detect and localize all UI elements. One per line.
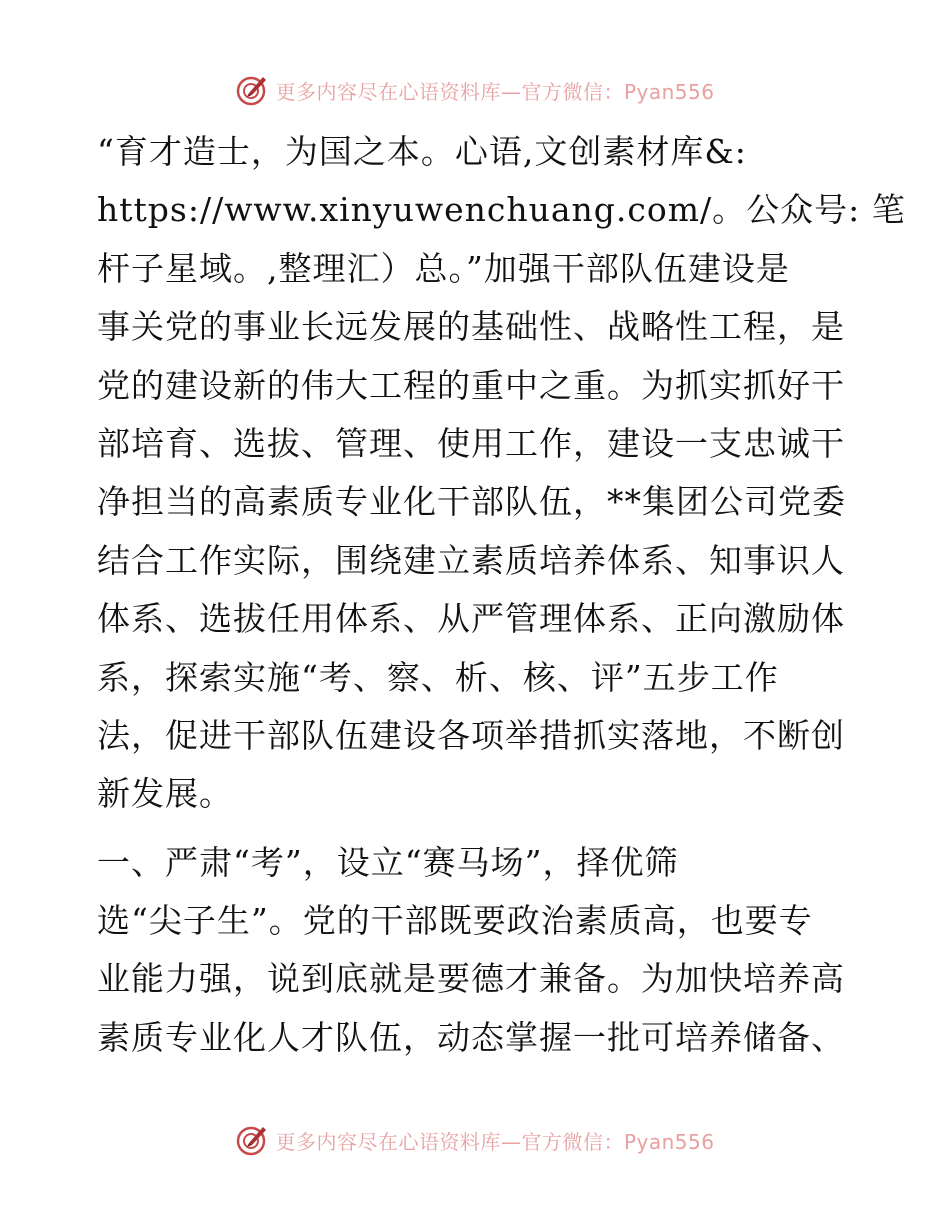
text-line: 杆子星域。,整理汇）总。”加强干部队伍建设是 <box>97 248 790 288</box>
text-line: 素质专业化人才队伍，动态掌握一批可培养储备、 <box>97 1017 845 1057</box>
text-line: 事关党的事业长远发展的基础性、战略性工程，是 <box>97 307 845 347</box>
text-line: 党的建设新的伟大工程的重中之重。为抓实抓好干 <box>97 365 845 405</box>
text-line: 净担当的高素质专业化干部队伍，**集团公司党委 <box>97 482 846 522</box>
text-line: 系，探索实施“考、察、析、核、评”五步工作 <box>97 657 779 697</box>
text-line: 选“尖子生”。党的干部既要政治素质高，也要专 <box>97 901 813 941</box>
text-line: 结合工作实际，围绕建立素质培养体系、知事识人 <box>97 540 845 580</box>
text-line: 业能力强，说到底就是要德才兼备。为加快培养高 <box>97 959 845 999</box>
document-body <box>97 123 906 1067</box>
paragraph-section-one <box>97 834 857 1068</box>
section-heading-line: 一、严肃“考”，设立“赛马场”，择优筛 <box>97 842 679 882</box>
text-line: 体系、选拔任用体系、从严管理体系、正向激励体 <box>97 599 845 639</box>
text-line: 法，促进干部队伍建设各项举措抓实落地，不断创 <box>97 715 845 755</box>
text-line: 部培育、选拔、管理、使用工作，建设一支忠诚干 <box>97 423 845 463</box>
paragraph-intro <box>97 123 906 824</box>
text-line: “育才造士，为国之本。心语,文创素材库&: <box>97 132 747 171</box>
text-line: 新发展。 <box>97 774 233 814</box>
header-banner-text: 更多内容尽在心语资料库—官方微信：Pyan556 <box>275 79 715 104</box>
pen-logo-icon <box>235 1123 269 1157</box>
text-line: https://www.xinyuwenchuang.com/。公众号: 笔 <box>97 190 906 230</box>
footer-banner-text: 更多内容尽在心语资料库—官方微信：Pyan556 <box>275 1129 715 1154</box>
footer-watermark-banner <box>0 1120 950 1160</box>
pen-logo-icon <box>235 73 269 107</box>
header-watermark-banner <box>0 70 950 110</box>
